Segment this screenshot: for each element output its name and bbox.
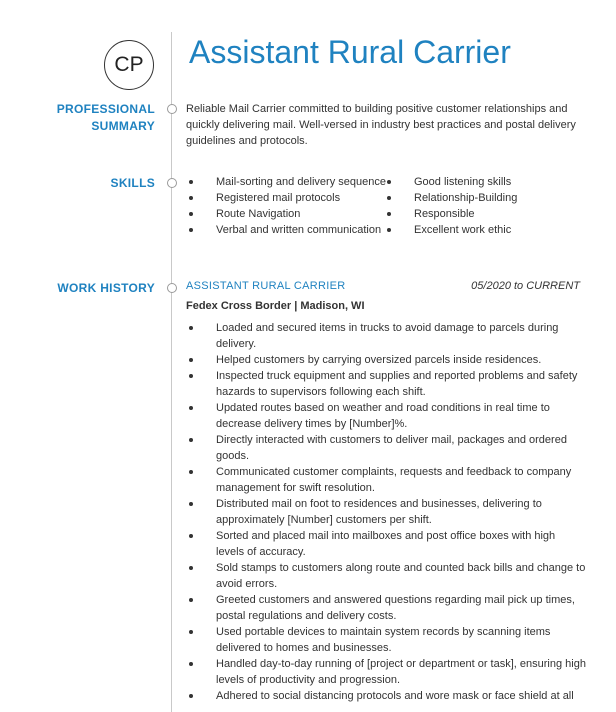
monogram-circle (104, 40, 154, 90)
job-bullet: Updated routes based on weather and road conditions in real time to decrease delivery times by [Number]%. (186, 400, 586, 432)
job-bullet: Handled day-to-day running of [project or department or task], ensuring high levels of productivity and progression. (186, 656, 586, 688)
job-bullet: Inspected truck equipment and supplies and reported problems and safety hazards to supervisors following each shift. (186, 368, 586, 400)
section-title-summary-line2: SUMMARY (91, 119, 155, 133)
job-dates: 05/2020 to CURRENT (471, 280, 580, 292)
skills-list-right (384, 174, 584, 238)
initials: CP (114, 53, 144, 76)
job-title: ASSISTANT RURAL CARRIER (186, 280, 346, 292)
skill-item: Excellent work ethic (384, 222, 584, 238)
skill-item: Mail-sorting and delivery sequence (186, 174, 386, 190)
job-bullet: Distributed mail on foot to residences and businesses, delivering to approximately [Number] customers per shift. (186, 496, 586, 528)
job-bullet: Communicated customer complaints, requests and feedback to company management for swift resolution. (186, 464, 586, 496)
timeline-line (171, 32, 172, 712)
timeline-dot-skills (167, 178, 177, 188)
job-bullet: Greeted customers and answered questions regarding mail pick up times, postal regulations and delivery costs. (186, 592, 586, 624)
skill-item: Registered mail protocols (186, 190, 386, 206)
section-title-work-history: WORK HISTORY (57, 281, 155, 295)
resume-name: Assistant Rural Carrier (189, 34, 511, 70)
section-title-summary-line1: PROFESSIONAL (56, 102, 155, 116)
skill-item: Good listening skills (384, 174, 584, 190)
skills-list-left (186, 174, 386, 238)
section-title-skills: SKILLS (110, 176, 155, 190)
job-bullet: Loaded and secured items in trucks to avoid damage to parcels during delivery. (186, 320, 586, 352)
job-company: Fedex Cross Border | Madison, WI (186, 300, 365, 312)
skill-item: Verbal and written communication (186, 222, 386, 238)
job-bullet: Sold stamps to customers along route and counted back bills and change to avoid errors. (186, 560, 586, 592)
job-bullets (186, 320, 586, 704)
timeline-dot-summary (167, 104, 177, 114)
job-bullet: Helped customers by carrying oversized parcels inside residences. (186, 352, 586, 368)
job-bullet: Adhered to social distancing protocols and wore mask or face shield at all (186, 688, 586, 704)
skill-item: Route Navigation (186, 206, 386, 222)
section-title-summary (57, 101, 155, 135)
job-bullet: Used portable devices to maintain system records by scanning items delivered to homes and businesses. (186, 624, 586, 656)
job-bullet: Sorted and placed mail into mailboxes and post office boxes with high levels of accuracy. (186, 528, 586, 560)
timeline-dot-work-history (167, 283, 177, 293)
job-bullet: Directly interacted with customers to deliver mail, packages and ordered goods. (186, 432, 586, 464)
skill-item: Relationship-Building (384, 190, 584, 206)
summary-text: Reliable Mail Carrier committed to building positive customer relationships and quickly delivering mail. Well-versed in industry best practices and postal delivery guidelines and protocols. (186, 103, 576, 147)
skill-item: Responsible (384, 206, 584, 222)
